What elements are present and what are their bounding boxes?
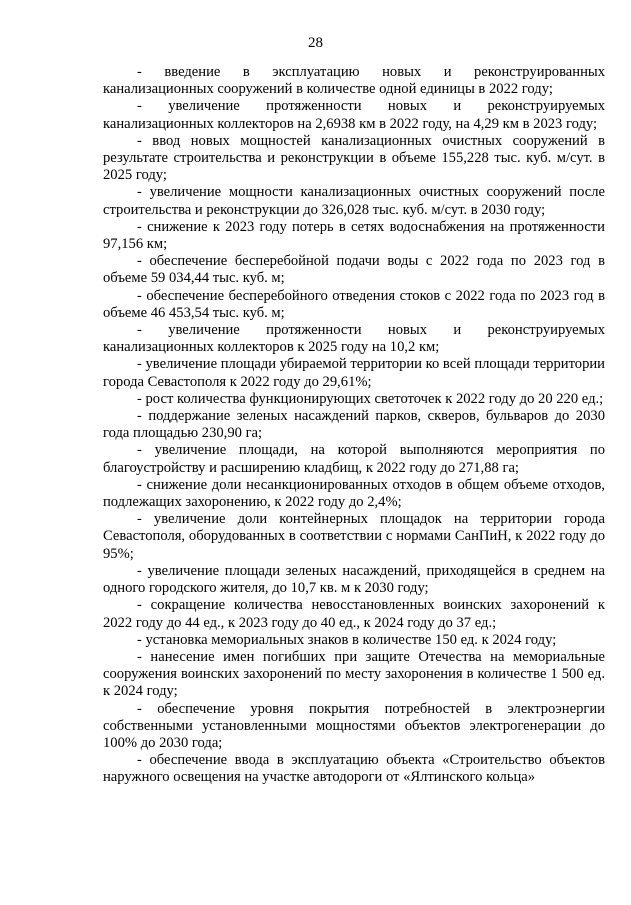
list-item: - увеличение протяженности новых и реконструируемых канализационных коллекторов к 2025 году на 10,2 км;	[103, 322, 605, 356]
list-item: - установка мемориальных знаков в количестве 150 ед. к 2024 году;	[137, 631, 557, 648]
list-item: - нанесение имен погибших при защите Отечества на мемориальные сооружения воинских захоронений по месту захоронения в количестве 1 500 ед. к 2024 году;	[103, 648, 605, 700]
list-item: - поддержание зеленых насаждений парков, скверов, бульваров до 2030 года площадью 230,90 га;	[103, 408, 605, 442]
list-item: - обеспечение уровня покрытия потребностей в электроэнергии собственными установленными мощностями объектов электрогенерации до 100% до 2030 года;	[103, 700, 605, 751]
list-item: - введение в эксплуатацию новых и реконструированных канализационных сооружений в количестве одной единицы в 2022 году;	[103, 64, 605, 98]
body-text	[103, 64, 605, 787]
list-item: - обеспечение ввода в эксплуатацию объекта «Строительство объектов наружного освещения на участке автодороги от «Ялтинского кольца»	[103, 752, 605, 786]
list-item: - сокращение количества невосстановленных воинских захоронений к 2022 году до 44 ед., к 2023 году до 40 ед., к 2024 году до 37 ед.;	[103, 597, 605, 631]
list-item: - снижение доли несанкционированных отходов в общем объеме отходов, подлежащих захоронению, к 2022 году до 2,4%;	[103, 476, 605, 511]
list-item: - увеличение мощности канализационных очистных сооружений после строительства и реконструкции до 326,028 тыс. куб. м/сут. в 2030 году;	[103, 184, 605, 218]
list-item: - увеличение протяженности новых и реконструируемых канализационных коллекторов на 2,6938 км в 2022 году, на 4,29 км в 2023 году;	[103, 98, 605, 132]
list-item: - увеличение доли контейнерных площадок на территории города Севастополя, оборудованных в соответствии с нормами СанПиН, к 2022 году до 95%;	[103, 511, 605, 562]
list-item: - ввод новых мощностей канализационных очистных сооружений в результате строительства и реконструкции в объеме 155,228 тыс. куб. м/сут. в 2025 году;	[103, 132, 605, 184]
list-item: - увеличение площади убираемой территории ко всей площади территории города Севастополя к 2022 году до 29,61%;	[103, 356, 605, 390]
list-item: - обеспечение бесперебойного отведения стоков с 2022 года по 2023 год в объеме 46 453,54 тыс. куб. м;	[103, 287, 605, 321]
list-item: - увеличение площади, на которой выполняются мероприятия по благоустройству и расширению кладбищ, к 2022 году до 271,88 га;	[103, 442, 605, 476]
list-item: - увеличение площади зеленых насаждений, приходящейся в среднем на одного городского жителя, до 10,7 кв. м к 2030 году;	[103, 562, 605, 597]
list-item: - рост количества функционирующих светоточек к 2022 году до 20 220 ед.;	[137, 390, 604, 407]
list-item: - снижение к 2023 году потерь в сетях водоснабжения на протяженности 97,156 км;	[103, 218, 605, 253]
page-number: 28	[308, 35, 323, 51]
list-item: - обеспечение бесперебойной подачи воды с 2022 года по 2023 год в объеме 59 034,44 тыс. куб. м;	[103, 253, 605, 287]
